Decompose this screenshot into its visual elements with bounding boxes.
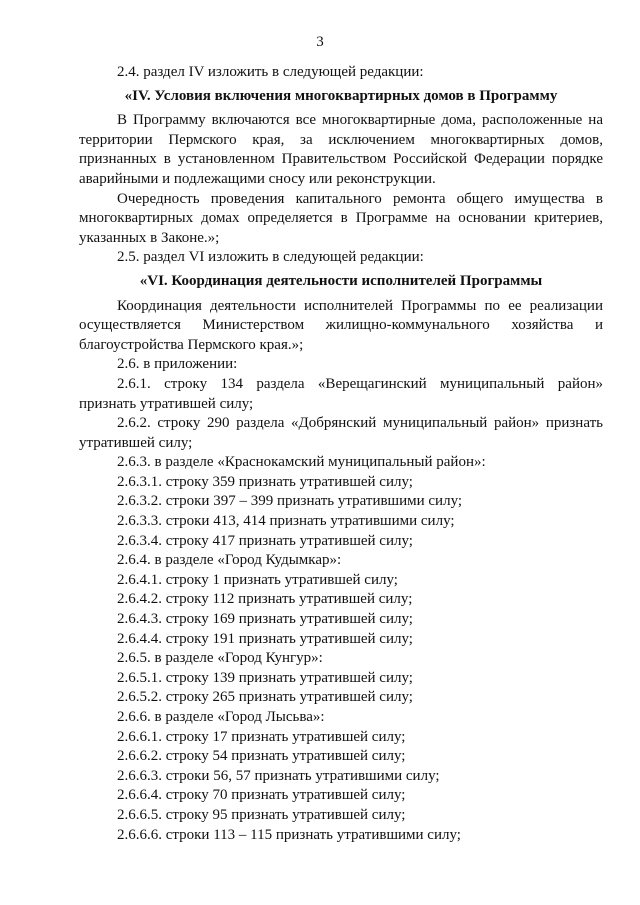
item-2-6-4-3: 2.6.4.3. строку 169 признать утратившей силу; [117, 611, 413, 628]
item-2-6-3-2: 2.6.3.2. строки 397 – 399 признать утратившими силу; [117, 493, 463, 510]
paragraph-priority: Очередность проведения капитального ремонта общего имущества в многоквартирных домах определяется в Программе на основании критериев, указанных в Законе.»; [79, 190, 603, 246]
paragraph-coordination: Координация деятельности исполнителей Программы по ее реализации осуществляется Министерством жилищно-коммунального хозяйства и благоустройства Пермского края.»; [79, 297, 603, 353]
item-2-6-1: 2.6.1. строку 134 раздела «Верещагинский муниципальный район» признать утратившей силу; [79, 375, 603, 412]
item-2-6-6-5: 2.6.6.5. строку 95 признать утратившей силу; [117, 806, 406, 823]
item-2-6-4: 2.6.4. в разделе «Город Кудымкар»: [117, 552, 342, 569]
item-2-6-5-2: 2.6.5.2. строку 265 признать утратившей силу; [117, 689, 413, 706]
item-2-6-6-2: 2.6.6.2. строку 54 признать утратившей силу; [117, 748, 406, 765]
item-2-6-3-3: 2.6.3.3. строки 413, 414 признать утратившими силу; [117, 513, 455, 530]
item-2-6-6-1: 2.6.6.1. строку 17 признать утратившей силу; [117, 728, 406, 745]
item-2-5: 2.5. раздел VI изложить в следующей редакции: [117, 249, 424, 266]
page-number: 3 [316, 34, 324, 50]
item-2-6-3-4: 2.6.3.4. строку 417 признать утратившей силу; [117, 532, 413, 549]
item-2-6: 2.6. в приложении: [117, 356, 238, 373]
item-2-6-6-4: 2.6.6.4. строку 70 признать утратившей силу; [117, 787, 406, 804]
item-2-6-4-2: 2.6.4.2. строку 112 признать утратившей силу; [117, 591, 413, 608]
item-2-6-4-1: 2.6.4.1. строку 1 признать утратившей силу; [117, 571, 398, 588]
item-2-6-6: 2.6.6. в разделе «Город Лысьва»: [117, 709, 325, 725]
item-2-6-5-1: 2.6.5.1. строку 139 признать утратившей силу; [117, 669, 413, 686]
item-2-4: 2.4. раздел IV изложить в следующей редакции: [117, 64, 424, 80]
section-heading-iv: «IV. Условия включения многоквартирных домов в Программу [124, 87, 558, 104]
item-2-6-3-1: 2.6.3.1. строку 359 признать утратившей силу; [117, 473, 413, 490]
item-2-6-6-3: 2.6.6.3. строки 56, 57 признать утратившими силу; [117, 767, 440, 784]
item-2-6-5: 2.6.5. в разделе «Город Кунгур»: [117, 650, 323, 667]
item-2-6-6-6: 2.6.6.6. строки 113 – 115 признать утратившими силу; [117, 826, 461, 843]
item-2-6-4-4: 2.6.4.4. строку 191 признать утратившей силу; [117, 630, 413, 647]
paragraph-inclusion: В Программу включаются все многоквартирные дома, расположенные на территории Пермского края, за исключением многоквартирных домов, признанных в установленном Правительством Российской Федерации порядке аварийными и подлежащими сносу или реконструкции. [79, 112, 603, 187]
item-2-6-2: 2.6.2. строку 290 раздела «Добрянский муниципальный район» признать утратившей силу; [79, 415, 603, 451]
section-heading-vi: «VI. Координация деятельности исполнителей Программы [139, 272, 543, 289]
item-2-6-3: 2.6.3. в разделе «Краснокамский муниципальный район»: [117, 454, 486, 471]
document-body [79, 63, 603, 845]
